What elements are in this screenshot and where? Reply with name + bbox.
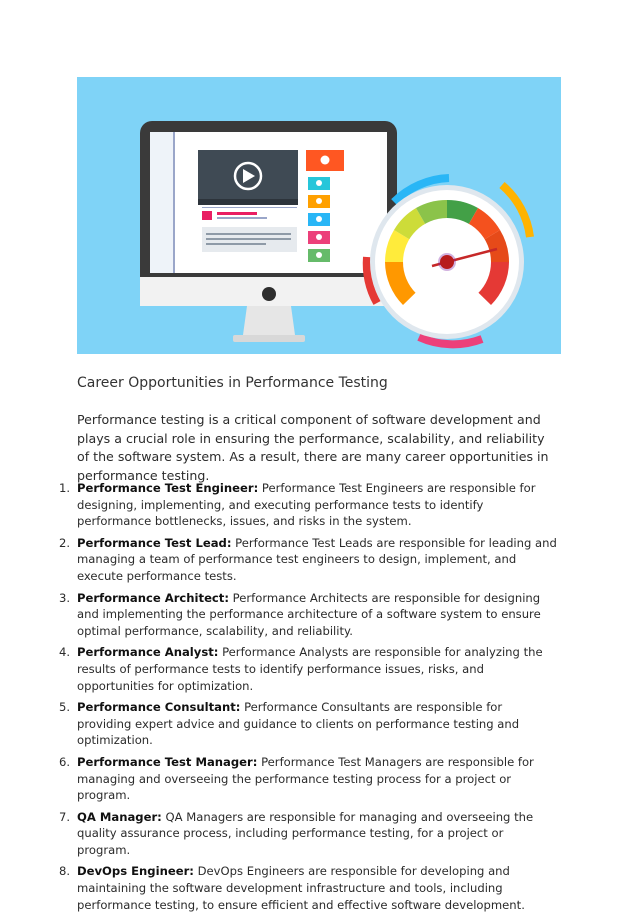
career-list-item xyxy=(50,590,560,640)
career-name: Performance Architect: xyxy=(77,590,229,605)
career-description: Performance Test Engineers are responsible for designing, implementing, and executing performance tests to identify performance bottlenecks, issues, and risks in the system. xyxy=(77,481,536,529)
list-number: 8. xyxy=(58,864,70,879)
career-list-item xyxy=(50,754,560,804)
career-description: Performance Analysts are responsible for analyzing the results of performance tests to identify performance issues, risks, and opportunities for optimization. xyxy=(77,645,543,693)
career-name: DevOps Engineer: xyxy=(77,864,194,879)
career-description: DevOps Engineers are responsible for developing and maintaining the software development infrastructure and tools, including performance testing, to ensure efficient and effective software development. xyxy=(77,864,525,912)
power-button-icon xyxy=(262,287,276,301)
video-player-icon xyxy=(198,150,298,252)
career-description: Performance Architects are responsible for designing and implementing the performance architecture of a software system to ensure optimal performance, scalability, and reliability. xyxy=(77,590,541,638)
article-title: Career Opportunities in Performance Testing xyxy=(77,375,388,391)
hero-illustration xyxy=(77,77,561,354)
career-description: QA Managers are responsible for managing and overseeing the quality assurance process, including performance testing, for a project or program. xyxy=(77,809,534,857)
career-list-item xyxy=(50,535,560,585)
career-name: Performance Analyst: xyxy=(77,645,219,660)
career-description: Performance Test Managers are responsible for managing and overseeing the performance testing process for a project or program. xyxy=(77,754,534,803)
career-description: Performance Test Leads are responsible for leading and managing a team of performance test engineers to design, implement, and execute performance tests. xyxy=(77,535,557,583)
career-name: Performance Test Manager: xyxy=(77,754,258,769)
career-name: Performance Consultant: xyxy=(77,700,241,715)
career-name: Performance Test Lead: xyxy=(77,535,232,550)
career-list-item xyxy=(50,480,560,530)
career-list-item xyxy=(50,809,560,859)
career-list xyxy=(50,480,560,918)
list-number: 1. xyxy=(58,481,70,495)
career-description: Performance Consultants are responsible for providing expert advice and guidance to clients on performance testing and optimization. xyxy=(77,700,520,748)
list-number: 5. xyxy=(58,700,70,715)
career-name: Performance Test Engineer: xyxy=(77,481,259,495)
list-number: 7. xyxy=(58,809,70,824)
list-number: 6. xyxy=(58,754,70,769)
list-number: 2. xyxy=(58,535,70,550)
list-number: 4. xyxy=(58,645,70,660)
career-list-item xyxy=(50,863,560,913)
article-intro: Performance testing is a critical component of software development and plays a crucial role in ensuring the performance, scalability, and reliability of the software system. As a result, there are many career opportunities in performance testing. xyxy=(77,412,549,483)
career-name: QA Manager: xyxy=(77,809,162,824)
career-list-item xyxy=(50,644,560,694)
performance-testing-illustration xyxy=(77,77,561,354)
career-list-item xyxy=(50,699,560,749)
list-number: 3. xyxy=(58,590,70,605)
